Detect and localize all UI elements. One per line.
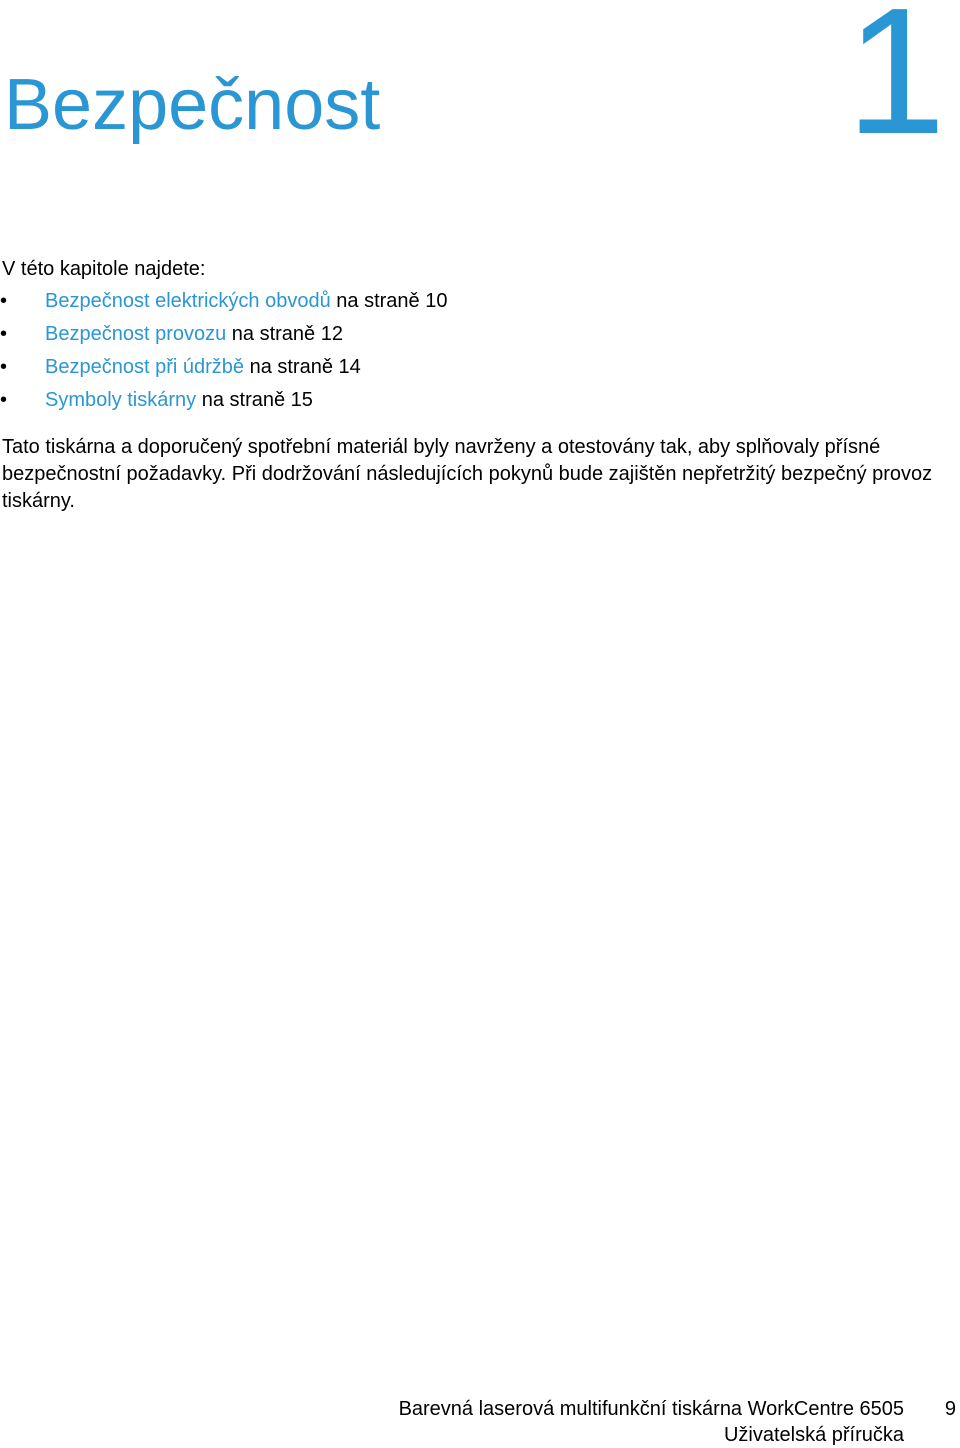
toc-item — [0, 321, 447, 354]
bullet-icon: • — [0, 290, 8, 312]
toc-link-printer-symbols[interactable]: Symboly tiskárny — [45, 389, 197, 411]
chapter-number: 1 — [845, 0, 942, 172]
page-number: 9 — [944, 1398, 956, 1420]
toc-item — [0, 387, 447, 420]
toc-page-ref: na straně 14 — [244, 356, 361, 378]
footer-product-name: Barevná laserová multifunkční tiskárna WorkCentre 6505 — [398, 1398, 904, 1420]
toc-item — [0, 354, 447, 387]
bullet-icon: • — [0, 389, 8, 411]
toc-list — [0, 288, 447, 420]
toc-page-ref: na straně 12 — [226, 323, 343, 345]
chapter-title: Bezpečnost — [4, 65, 381, 145]
toc-item — [0, 288, 447, 321]
bullet-icon: • — [0, 356, 8, 378]
toc-link-electrical-safety[interactable]: Bezpečnost elektrických obvodů — [45, 290, 331, 312]
footer — [399, 1396, 904, 1448]
intro-text: V této kapitole najdete: — [2, 258, 206, 280]
toc-link-maintenance-safety[interactable]: Bezpečnost při údržbě — [45, 356, 245, 378]
body-paragraph: Tato tiskárna a doporučený spotřební materiál byly navrženy a otestovány tak, aby splňovaly přísné bezpečnostní požadavky. Při dodržování následujících pokynů bude zajištěn nepřetržitý bezpečný provoz tiskárny. — [2, 436, 933, 512]
bullet-icon: • — [0, 323, 8, 345]
toc-page-ref: na straně 10 — [330, 290, 448, 312]
footer-guide-name: Uživatelská příručka — [723, 1424, 904, 1446]
toc-page-ref: na straně 15 — [196, 389, 313, 411]
toc-link-operational-safety[interactable]: Bezpečnost provozu — [45, 323, 227, 345]
